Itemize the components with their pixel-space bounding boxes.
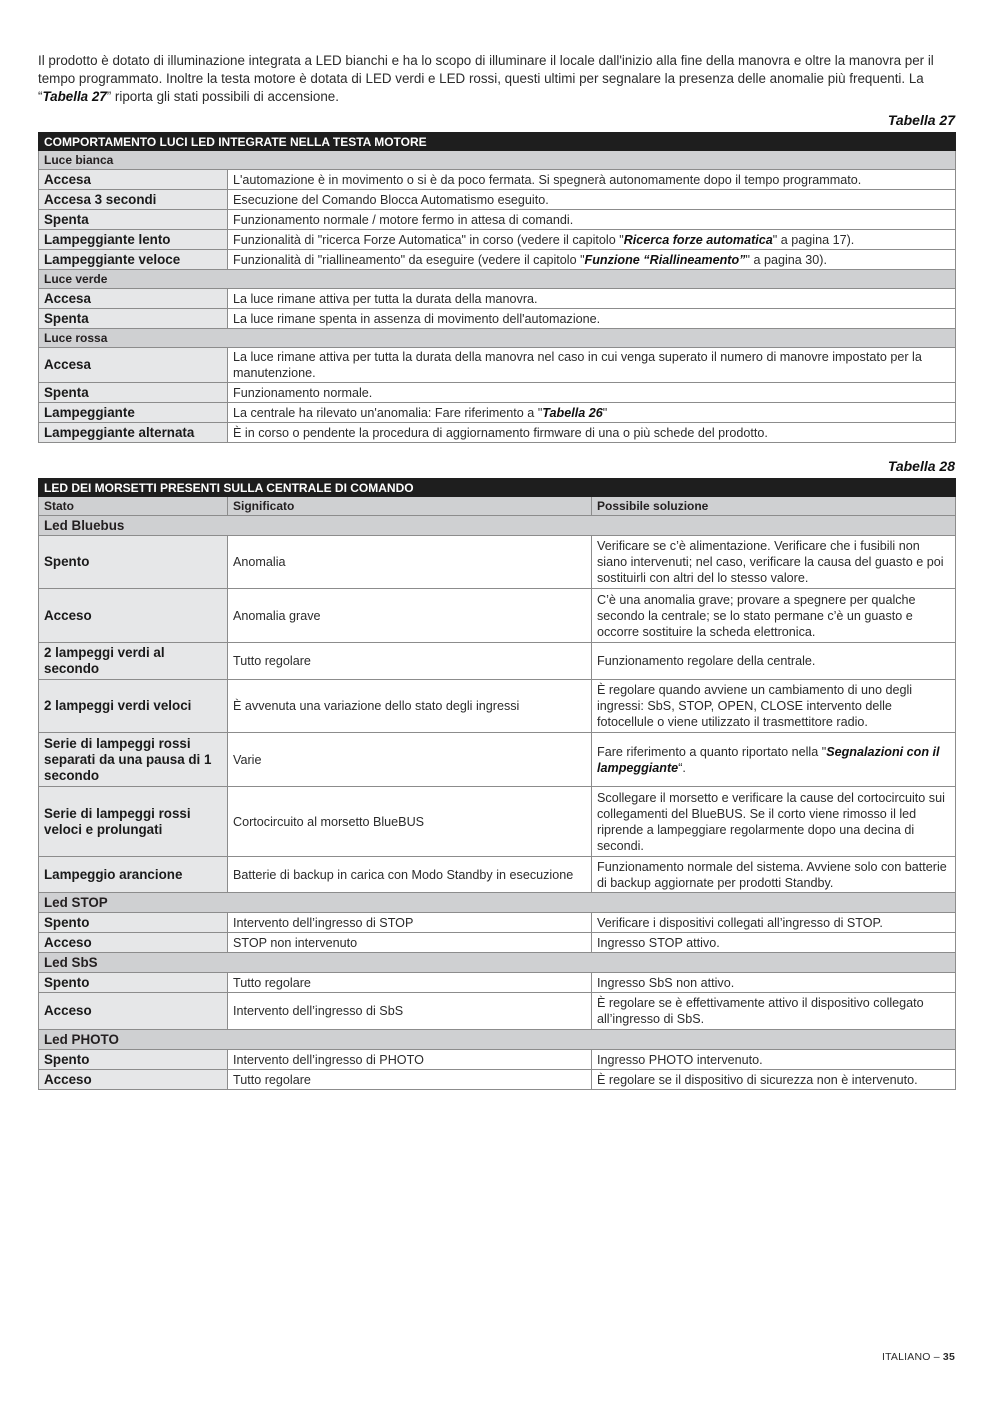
table-row [39,289,956,309]
table-row [39,190,956,210]
solution-cell: Funzionamento regolare della centrale. [592,643,956,680]
table-row [39,733,956,787]
table-row [39,309,956,329]
table-row [39,973,956,993]
section-row [39,953,956,973]
table-row [39,536,956,589]
description-cell [228,403,956,423]
column-header-significato: Significato [228,497,592,516]
description-cell: Esecuzione del Comando Blocca Automatismo eseguito. [228,190,956,210]
chapter-reference: Funzione “Riallineamento” [584,252,746,267]
description-cell: Funzionamento normale / motore fermo in attesa di comandi. [228,210,956,230]
intro-paragraph [38,52,958,106]
table-row [39,383,956,403]
text-part: La centrale ha rilevato un'anomalia: Fare riferimento a " [233,405,543,420]
meaning-cell: STOP non intervenuto [228,933,592,953]
solution-cell [592,733,956,787]
section-luce-bianca: Luce bianca [39,151,956,170]
table-row [39,857,956,893]
state-cell: Acceso [39,589,228,643]
solution-cell: Ingresso SbS non attivo. [592,973,956,993]
page-footer [882,1351,955,1363]
state-cell: Serie di lampeggi rossi veloci e prolungati [39,787,228,857]
table-row [39,1070,956,1090]
section-led-stop: Led STOP [39,893,956,913]
state-cell: Lampeggiante lento [39,230,228,250]
table-header: COMPORTAMENTO LUCI LED INTEGRATE NELLA TESTA MOTORE [39,133,956,151]
footer-language: ITALIANO – [881,1351,943,1363]
solution-cell: Ingresso STOP attivo. [592,933,956,953]
state-cell: 2 lampeggi verdi veloci [39,680,228,733]
text-part: " a pagina 17). [772,232,855,247]
solution-cell: Scollegare il morsetto e verificare la cause del cortocircuito sui collegamenti del BlueBUS. Se il corto viene rimosso il led riprende a lampeggiare regolarmente dopo una decina di secondi. [592,787,956,857]
section-led-photo: Led PHOTO [39,1030,956,1050]
meaning-cell: Anomalia grave [228,589,592,643]
column-header-row [39,497,956,516]
state-cell: Serie di lampeggi rossi separati da una pausa di 1 secondo [39,733,228,787]
text-part: " [602,405,608,420]
table-row [39,589,956,643]
table-27-caption: Tabella 27 [887,112,955,128]
solution-cell: C’è una anomalia grave; provare a spegnere per qualche secondo la centrale; se lo stato permane c’è un guasto e occorre sostituire la scheda elettronica. [592,589,956,643]
table-header-row [39,133,956,151]
table-28 [38,478,956,1090]
description-cell: La luce rimane attiva per tutta la durata della manovra nel caso in cui venga superato il numero di manovre impostato per la manutenzione. [228,348,956,383]
table-reference: Tabella 26 [542,405,603,420]
state-cell: Accesa 3 secondi [39,190,228,210]
section-row [39,516,956,536]
state-cell: Lampeggiante veloce [39,250,228,270]
intro-table-ref: Tabella 27 [42,89,107,104]
section-luce-verde: Luce verde [39,270,956,289]
section-row [39,270,956,289]
table-27 [38,132,956,443]
section-row [39,893,956,913]
text-part: Funzionalità di "riallineamento" da eseguire (vedere il capitolo " [233,252,585,267]
table-row [39,230,956,250]
state-cell: Spento [39,913,228,933]
state-cell: Accesa [39,289,228,309]
state-cell: Lampeggio arancione [39,857,228,893]
solution-cell: È regolare quando avviene un cambiamento di uno degli ingressi: SbS, STOP, OPEN, CLOSE intervento delle fotocellule o viene utilizzato il trasmettitore radio. [592,680,956,733]
state-cell: Spenta [39,309,228,329]
state-cell: Spento [39,536,228,589]
state-cell: Spenta [39,383,228,403]
table-header: LED DEI MORSETTI PRESENTI SULLA CENTRALE DI COMANDO [39,479,956,497]
table-row [39,787,956,857]
state-cell: Acceso [39,993,228,1030]
state-cell: Lampeggiante alternata [39,423,228,443]
state-cell: Acceso [39,933,228,953]
table-row [39,680,956,733]
section-led-sbs: Led SbS [39,953,956,973]
meaning-cell: Intervento dell’ingresso di PHOTO [228,1050,592,1070]
description-cell: La luce rimane spenta in assenza di movimento dell'automazione. [228,309,956,329]
section-row [39,151,956,170]
state-cell: Accesa [39,170,228,190]
section-luce-rossa: Luce rossa [39,329,956,348]
section-row [39,329,956,348]
state-cell: Spenta [39,210,228,230]
intro-text-1: Il prodotto è dotato di illuminazione integrata a LED bianchi e ha lo scopo di illuminare il locale dall'inizio alla fine della manovra e oltre la manovra per il tempo programmato. Inoltre la testa motore è dotata di LED verdi e LED rossi, questi ultimi per segnalare la presenza delle anomalie più frequenti. La “ [38,53,934,104]
text-part: Funzionalità di "ricerca Forze Automatica" in corso (vedere il capitolo " [233,232,624,247]
table-row [39,933,956,953]
meaning-cell: Tutto regolare [228,1070,592,1090]
meaning-cell: Tutto regolare [228,973,592,993]
solution-cell: È regolare se è effettivamente attivo il dispositivo collegato all’ingresso di SbS. [592,993,956,1030]
table-row [39,348,956,383]
table-row [39,250,956,270]
intro-text-2: ” riporta gli stati possibili di accensione. [106,89,339,104]
meaning-cell: Intervento dell’ingresso di SbS [228,993,592,1030]
meaning-cell: Tutto regolare [228,643,592,680]
description-cell: L'automazione è in movimento o si è da poco fermata. Si spegnerà autonomamente dopo il tempo programmato. [228,170,956,190]
solution-cell: Funzionamento normale del sistema. Avviene solo con batterie di backup aggiornate per prodotti Standby. [592,857,956,893]
solution-cell: Verificare i dispositivi collegati all’ingresso di STOP. [592,913,956,933]
state-cell: Accesa [39,348,228,383]
column-header-soluzione: Possibile soluzione [592,497,956,516]
meaning-cell: Batterie di backup in carica con Modo Standby in esecuzione [228,857,592,893]
table-28-caption: Tabella 28 [887,458,955,474]
section-led-bluebus: Led Bluebus [39,516,956,536]
description-cell [228,250,956,270]
solution-cell: È regolare se il dispositivo di sicurezza non è intervenuto. [592,1070,956,1090]
section-reference: Segnalazioni con il lampeggiante [597,744,940,775]
text-part: “. [678,760,686,775]
description-cell: È in corso o pendente la procedura di aggiornamento firmware di una o più schede del prodotto. [228,423,956,443]
meaning-cell: Varie [228,733,592,787]
text-part: Fare riferimento a quanto riportato nella " [597,744,827,759]
solution-cell: Ingresso PHOTO intervenuto. [592,1050,956,1070]
description-cell: Funzionamento normale. [228,383,956,403]
state-cell: 2 lampeggi verdi al secondo [39,643,228,680]
table-row [39,170,956,190]
table-row [39,913,956,933]
table-row [39,643,956,680]
state-cell: Acceso [39,1070,228,1090]
table-row [39,403,956,423]
meaning-cell: Cortocircuito al morsetto BlueBUS [228,787,592,857]
state-cell: Spento [39,973,228,993]
table-row [39,423,956,443]
table-row [39,993,956,1030]
table-header-row [39,479,956,497]
meaning-cell: È avvenuta una variazione dello stato degli ingressi [228,680,592,733]
table-row [39,210,956,230]
text-part: " a pagina 30). [745,252,827,267]
table-row [39,1050,956,1070]
solution-cell: Verificare se c’è alimentazione. Verificare che i fusibili non siano intervenuti; nel caso, verificare la causa del guasto e poi sostituirli con altri del lo stesso valore. [592,536,956,589]
chapter-reference: Ricerca forze automatica [623,232,773,247]
page-number: 35 [942,1351,955,1363]
state-cell: Lampeggiante [39,403,228,423]
meaning-cell: Intervento dell’ingresso di STOP [228,913,592,933]
column-header-stato: Stato [39,497,228,516]
meaning-cell: Anomalia [228,536,592,589]
state-cell: Spento [39,1050,228,1070]
description-cell [228,230,956,250]
description-cell: La luce rimane attiva per tutta la durata della manovra. [228,289,956,309]
section-row [39,1030,956,1050]
